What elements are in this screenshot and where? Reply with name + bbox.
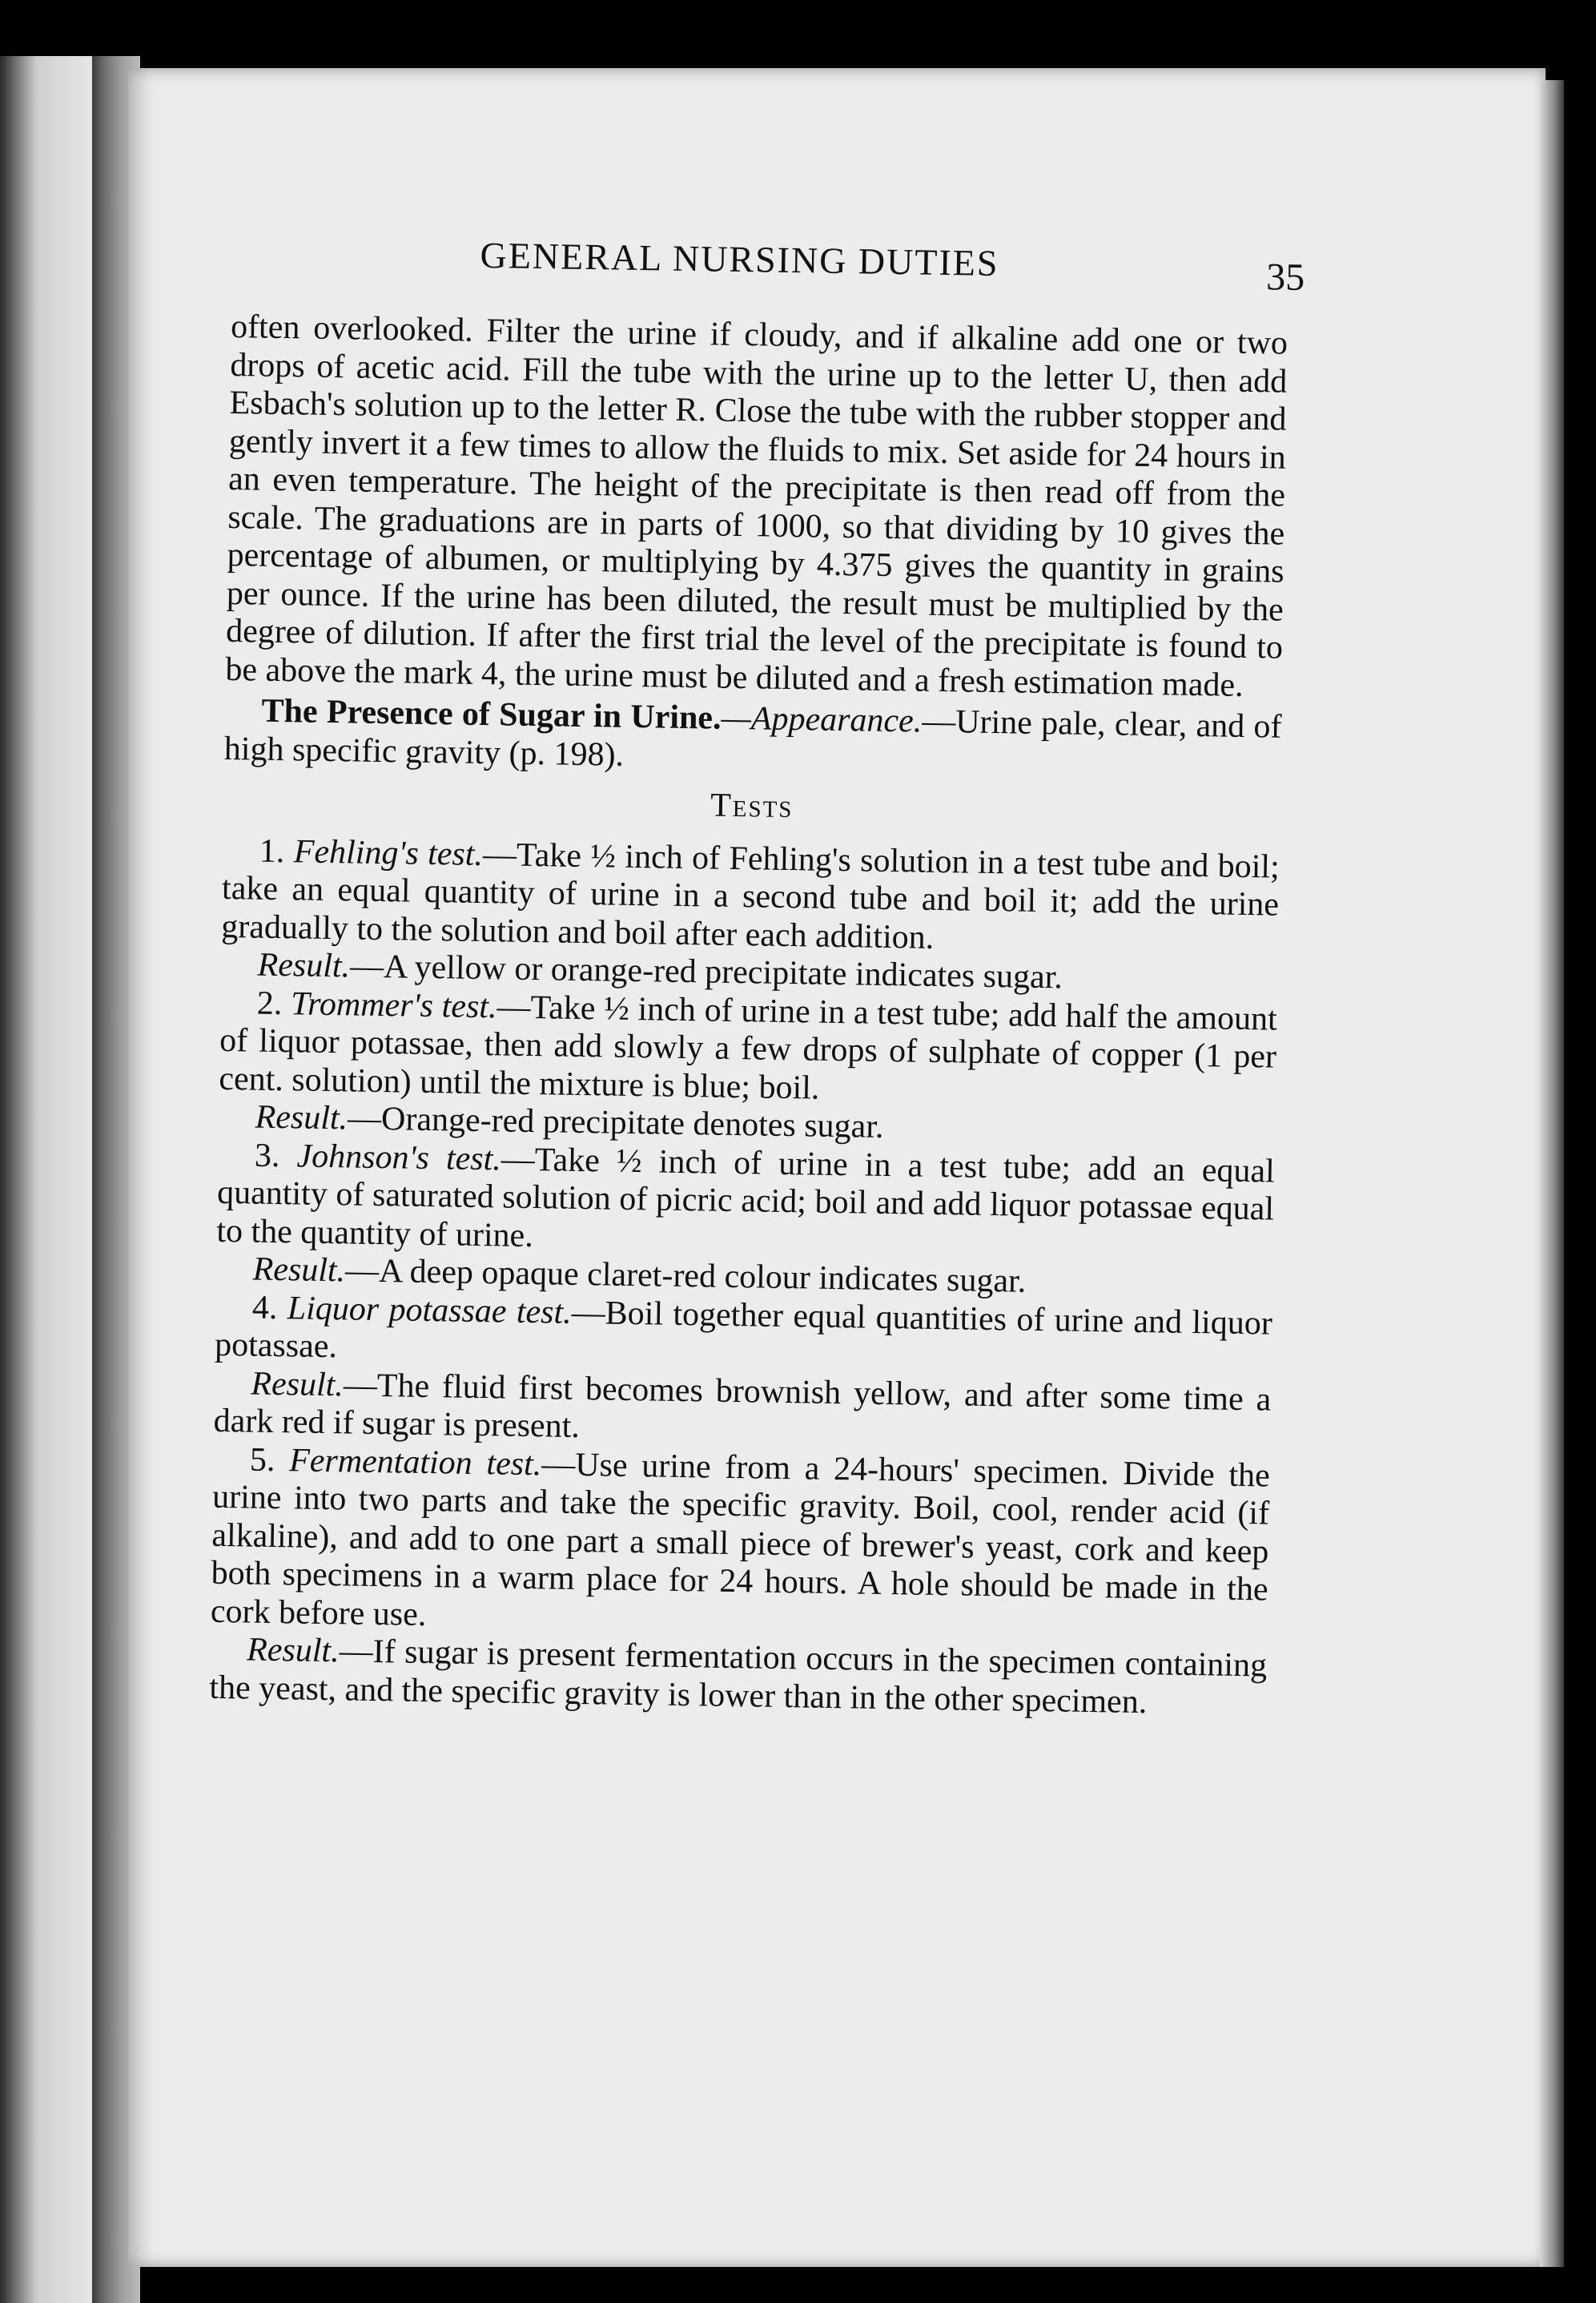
result-text: —Orange-red precipitate denotes sugar. — [347, 1100, 884, 1145]
sugar-section-paragraph — [223, 692, 1281, 785]
test-name: Liquor potassae test. — [287, 1289, 573, 1331]
result-label: Result. — [255, 1098, 348, 1137]
test-number: 4. — [251, 1289, 278, 1327]
paragraph-continuation: often overlooked. Filter the urine if cloudy, and if alkaline add one or two drops of acetic acid. Fill the tube with the urine up to the letter U, then add Esbach's solution up to the letter R. Close the tube with the rubber stopper and gently invert it a few times to allow the fluids to mix. Set aside for 24 hours in an even temperature. The height of the precipitate is then read off from the scale. The graduations are in parts of 1000, so that dividing by 10 gives the percentage of albumen, or multiplying by 4.375 gives the quantity in grains per ounce. If the urine has been diluted, the result must be multiplied by the degree of dilution. If after the first trial the level of the precipitate is found to be above the mark 4, the urine must be diluted and a fresh estimation made. — [225, 308, 1288, 704]
result-text: —A deep opaque claret-red colour indicates sugar. — [344, 1252, 1027, 1300]
test-name: Fermentation test. — [288, 1441, 542, 1483]
result-text: —The fluid first becomes brownish yellow, and after some time a dark red if sugar is present. — [213, 1366, 1272, 1445]
test-number: 5. — [249, 1441, 275, 1479]
page-text — [209, 232, 1305, 1724]
appearance-text: —Urine pale, clear, and of high specific gravity (p. 198). — [223, 703, 1282, 774]
result-label: Result. — [246, 1631, 340, 1670]
result-label: Result. — [257, 946, 351, 985]
test-number: 3. — [254, 1137, 280, 1174]
test-text: —Use urine from a 24-hours' specimen. Divide the urine into two parts and take the specific gravity. Boil, cool, render acid (if alkaline), and add to one part a small piece of brewer's yeast, cork and keep both specimens in a warm place for 24 hours. A hole should be made in the cork before use. — [210, 1445, 1271, 1633]
test-text: —Take ½ inch of urine in a test tube; add an equal quantity of saturated solution of picric acid; boil and add liquor potassae equal to the quantity of urine. — [216, 1140, 1276, 1254]
test-paragraph — [221, 831, 1280, 962]
test-name: Johnson's test. — [296, 1137, 502, 1178]
test-text: —Take ½ inch of urine in a test tube; add half the amount of liquor potassae, then add slowly a few drops of sulphate of copper (1 per cent. solution) until the mixture is blue; boil. — [219, 988, 1278, 1107]
test-number: 2. — [256, 984, 283, 1022]
test-paragraph — [219, 984, 1277, 1114]
test-paragraph — [211, 1440, 1271, 1647]
test-name: Fehling's test. — [293, 832, 484, 873]
result-label: Result. — [252, 1250, 346, 1290]
test-text: —Take ½ inch of Fehling's solution in a test tube and boil; take an equal quantity of urine in a second tube and boil it; add the urine gradually to the solution and boil after each addition. — [221, 835, 1280, 956]
page-right-edge — [1540, 80, 1564, 2267]
test-number: 1. — [259, 832, 285, 870]
test-text: —Boil together equal quantities of urine and liquor potassae. — [214, 1294, 1273, 1366]
appearance-subheading: —Appearance. — [721, 699, 923, 740]
running-title: GENERAL NURSING DUTIES — [480, 234, 999, 284]
result-text: —A yellow or orange-red precipitate indicates sugar. — [349, 948, 1063, 996]
test-name: Trommer's test. — [290, 984, 497, 1025]
page-number: 35 — [1265, 256, 1305, 300]
facing-page-edge — [0, 56, 92, 2303]
test-paragraph — [216, 1136, 1275, 1266]
tests-heading: Tests — [710, 787, 794, 826]
result-label: Result. — [251, 1365, 344, 1403]
sugar-section-heading: The Presence of Sugar in Urine. — [261, 692, 722, 737]
result-text: —If sugar is present fermentation occurs in the specimen containing the yeast, and the specific gravity is lower than in the other specimen. — [209, 1633, 1268, 1721]
